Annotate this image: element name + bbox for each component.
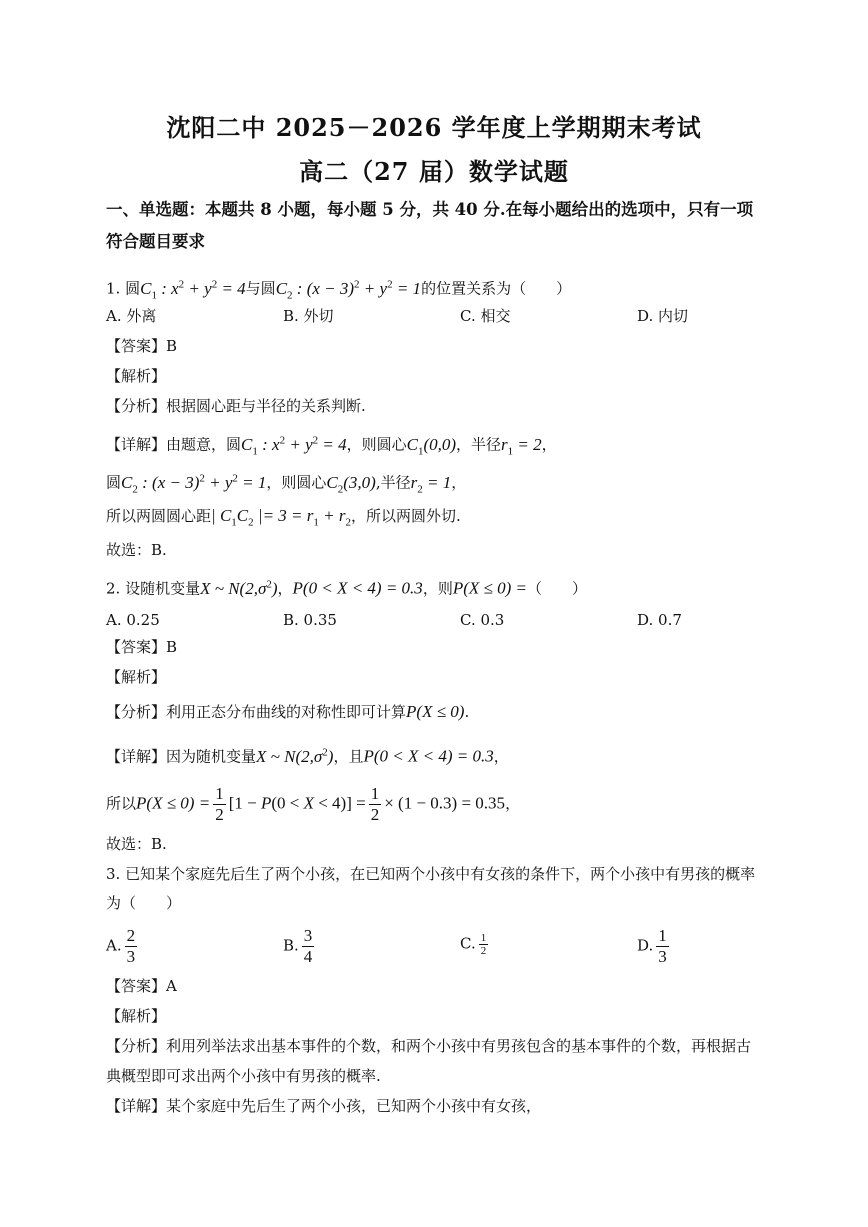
- q3-fenxi-line-2: 典概型即可求出两个小孩中有男孩的概率.: [106, 1067, 381, 1085]
- q3-option-c-den: 2: [480, 945, 487, 957]
- q2-option-b: B. 0.35: [283, 611, 337, 629]
- section-heading-line-2: 符合题目要求: [106, 232, 205, 251]
- q1-detail-line-3: [106, 506, 461, 532]
- q1-line3-text-b: ，所以两圆外切.: [351, 507, 461, 525]
- q3-option-a-label: A.: [106, 936, 122, 955]
- q3-stem-line-1: 3. 已知某个家庭先后生了两个小孩，在已知两个小孩中有女孩的条件下，两个小孩中有男孩的概率: [106, 865, 756, 883]
- q2-calc-result: × (1 − 0.3) = 0.35: [384, 793, 506, 813]
- q1-suffix: 的位置关系为（ ）: [421, 279, 572, 298]
- q2-suffix: （ ）: [527, 579, 588, 598]
- q3-option-a: [106, 926, 140, 967]
- q1-radius2: $r_2 = 1$: [410, 472, 452, 496]
- q2-half-1: $\frac{1}{2}$: [215, 784, 224, 824]
- q1-circle1-eq: $C_1$ : $x^2 + y^2 = 4$: [140, 278, 246, 302]
- q3-option-c: [460, 932, 491, 957]
- q1-detail-line-2: 圆$C_2$ : $(x - 3)^2 + y^2 = 1$，则圆心$C_2(3,0)$,半径$r_2 = 1$，: [106, 472, 467, 496]
- q3-option-d-fraction: [656, 926, 669, 967]
- q2-target-prob: P(X ≤ 0) =: [452, 578, 527, 598]
- q1-detail-text-c: ，半径: [456, 435, 502, 454]
- q3-option-d: [637, 926, 672, 967]
- q3-option-d-num: 1: [658, 926, 667, 945]
- q2-choose: 故选：B.: [106, 835, 167, 853]
- q2-fenxi: 【分析】利用正态分布曲线的对称性即可计算P(X ≤ 0).: [106, 702, 470, 721]
- q2-detail-line-2: 所以P(X ≤ 0) = $\frac{1}{2}$ [1 − P(0 < X < 4)] = $\frac{1}{2}$ × (1 − 0.3) = 0.35，: [106, 784, 521, 824]
- q2-answer: 【答案】B: [106, 638, 178, 656]
- q3-answer: 【答案】A: [106, 977, 177, 995]
- q1-stem: [106, 274, 571, 305]
- q1-option-a: A. 外离: [106, 307, 157, 325]
- q3-option-c-fraction: [479, 932, 489, 957]
- q1-detail-eq2: $C_2$ : $(x - 3)^2 + y^2 = 1$: [121, 472, 267, 496]
- q2-mid1: ，: [277, 579, 293, 598]
- q2-prefix: 2. 设随机变量: [106, 579, 201, 598]
- q1-distance-eq: | $C_1C_2$ |= $3 = r_1 + r_2$: [211, 506, 351, 529]
- q1-circle2-eq: $C_2$ : $(x - 3)^2 + y^2 = 1$: [275, 278, 422, 302]
- q1-detail-text-b: ，则圆心: [346, 435, 407, 454]
- q1-detail-eq1: $C_1$ : $x^2 + y^2 = 4$: [241, 434, 347, 458]
- q2-fenxi-text: 【分析】利用正态分布曲线的对称性即可计算: [106, 703, 407, 721]
- q1-fenxi: 【分析】根据圆心距与半径的关系判断.: [106, 397, 366, 415]
- q1-detail-line-1: 【详解】由题意，圆$C_1$ : $x^2 + y^2 = 4$，则圆心$C_1(0,0)$，半径$r_1 = 2$，: [106, 434, 557, 458]
- q3-detail: 【详解】某个家庭中先后生了两个小孩，已知两个小孩中有女孩，: [106, 1097, 542, 1115]
- q1-option-d: D. 内切: [637, 307, 689, 325]
- q1-prefix: 1. 圆: [106, 279, 141, 298]
- section-heading-line-1: 一、单选题：本题共 8 小题，每小题 5 分，共 40 分.在每小题给出的选项中，只有一项: [106, 200, 754, 219]
- q3-option-c-num: 1: [480, 932, 487, 944]
- q3-option-b-den: 4: [303, 947, 313, 966]
- q3-fenxi-line-1: 【分析】利用列举法求出基本事件的个数，和两个小孩中有男孩包含的基本事件的个数，再根据古: [106, 1037, 752, 1055]
- q3-option-c-label: C.: [460, 934, 476, 953]
- q3-option-b-num: 3: [303, 926, 313, 945]
- q2-option-d: D. 0.7: [637, 611, 682, 629]
- q1-choose: 故选：B.: [106, 541, 167, 559]
- q3-option-b: [283, 926, 317, 967]
- q2-half-2: $\frac{1}{2}$: [370, 784, 380, 824]
- q3-option-a-den: 3: [126, 947, 136, 966]
- q2-calc-mid: [1 − P(0 < X < 4)] =: [228, 793, 366, 813]
- q3-option-a-fraction: [125, 926, 138, 967]
- q3-jiexi: 【解析】: [106, 1007, 167, 1025]
- q1-radius1: $r_1 = 2$: [501, 434, 542, 458]
- q2-jiexi: 【解析】: [106, 668, 167, 686]
- q3-option-b-label: B.: [283, 936, 299, 955]
- q2-option-a: A. 0.25: [106, 611, 160, 629]
- q2-detail-text-b: ，且: [333, 747, 364, 766]
- q3-option-d-label: D.: [637, 936, 654, 955]
- q1-jiexi: 【解析】: [106, 367, 167, 385]
- q2-distribution: X ~ $N(2,\sigma^2)$: [200, 578, 278, 598]
- q2-detail-distribution: X ~ $N(2,\sigma^2)$: [256, 746, 334, 766]
- q2-detail-line-1: 【详解】因为随机变量X ~ $N(2,\sigma^2)$，且P(0 < X < 4) = 0.3，: [106, 746, 509, 766]
- q1-line2-text-c: ,半径: [375, 473, 411, 492]
- q3-stem-line-2: 为（ ）: [106, 894, 182, 912]
- q1-option-c: C. 相交: [460, 307, 511, 325]
- q2-mid2: ，则: [422, 579, 453, 598]
- q1-detail-text-a: 【详解】由题意，圆: [106, 435, 242, 454]
- q2-detail-text-a: 【详解】因为随机变量: [106, 747, 257, 766]
- q2-detail-given: P(0 < X < 4) = 0.3: [363, 746, 494, 766]
- q2-option-c: C. 0.3: [460, 611, 505, 629]
- q3-option-d-den: 3: [658, 947, 667, 966]
- q1-line3-text-a: 所以两圆圆心距: [106, 507, 212, 525]
- q2-fenxi-prob: P(X ≤ 0): [406, 702, 465, 721]
- q3-option-a-num: 2: [126, 926, 136, 945]
- q3-option-b-fraction: [302, 926, 315, 967]
- q2-stem: [106, 574, 587, 599]
- q1-line2-text-a: 圆: [106, 473, 122, 492]
- q1-mid: 与圆: [245, 279, 276, 298]
- q2-line2-text: 所以: [106, 794, 137, 813]
- exam-subtitle: 高二（27 届）数学试题: [299, 157, 569, 186]
- q1-line2-text-b: ，则圆心: [266, 473, 327, 492]
- exam-title: 沈阳二中 2025－2026 学年度上学期期末考试: [166, 113, 702, 142]
- q1-answer: 【答案】B: [106, 337, 178, 355]
- q1-option-b: B. 外切: [283, 307, 334, 325]
- q1-center1: $C_1(0,0)$: [406, 434, 457, 458]
- q2-given-prob: P(0 < X < 4) = 0.3: [292, 578, 423, 598]
- q2-calc-lhs: P(X ≤ 0) =: [136, 793, 211, 813]
- q1-center2: $C_2(3,0)$: [326, 472, 376, 496]
